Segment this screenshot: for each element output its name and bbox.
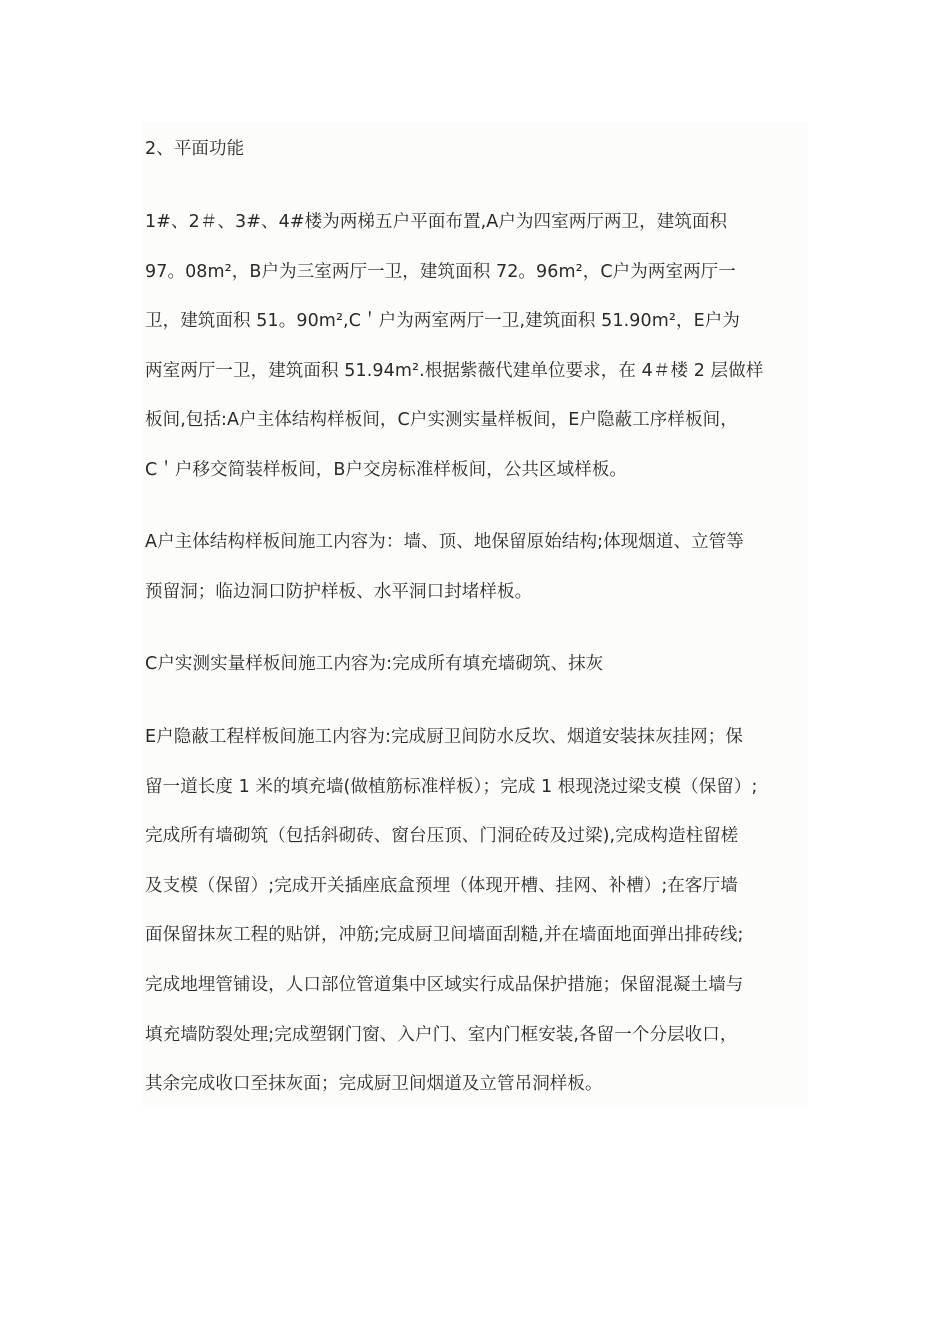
paragraph-line: 卫，建筑面积 51。90m²,C＇户为两室两厅一卫,建筑面积 51.90m²，E户为 — [145, 311, 740, 332]
paragraph-unit-e — [145, 713, 813, 1110]
paragraph-line: C＇户移交简装样板间，B户交房标准样板间，公共区域样板。 — [145, 459, 628, 480]
paragraph-line: 完成所有墙砌筑（包括斜砌砖、窗台压顶、门洞砼砖及过梁),完成构造柱留槎 — [145, 826, 739, 847]
paragraph-line: 完成地埋管铺设，人口部位管道集中区域实行成品保护措施；保留混凝土墙与 — [145, 974, 744, 995]
paragraph-line: 留一道长度 1 米的填充墙(做植筋标准样板）；完成 1 根现浇过梁支模（保留）; — [145, 776, 758, 797]
paragraph-line: 填充墙防裂处理;完成塑钢门窗、入户门、室内门框安装,各留一个分层收口， — [145, 1024, 738, 1045]
paragraph-line: 板间,包括:A户主体结构样板间，C户实测实量样板间，E户隐蔽工序样板间， — [145, 410, 738, 431]
paragraph-unit-c — [145, 640, 813, 690]
paragraph-line: 预留洞；临边洞口防护样板、水平洞口封堵样板。 — [145, 581, 533, 602]
paragraph-line: 1#、2＃、3#、4#楼为两梯五户平面布置,A户为四室两厅两卫，建筑面积 — [145, 212, 728, 232]
paragraph-line: 及支模（保留）;完成开关插座底盒预埋（体现开槽、挂网、补槽）;在客厅墙 — [145, 875, 738, 896]
paragraph-line: C户实测实量样板间施工内容为:完成所有填充墙砌筑、抹灰 — [145, 654, 604, 674]
paragraph-line: E户隐蔽工程样板间施工内容为:完成厨卫间防水反坎、烟道安装抹灰挂网；保 — [145, 727, 743, 747]
heading-text: 2、平面功能 — [145, 139, 245, 159]
paragraph-line: 其余完成收口至抹灰面；完成厨卫间烟道及立管吊洞样板。 — [145, 1074, 603, 1095]
paragraph-line: 面保留抹灰工程的贴饼，冲筋;完成厨卫间墙面刮糙,并在墙面地面弹出排砖线; — [145, 925, 744, 946]
paragraph-unit-a — [145, 518, 813, 617]
paragraph-overview — [145, 198, 813, 496]
section-heading — [145, 125, 813, 175]
paragraph-line: 两室两厅一卫，建筑面积 51.94m².根据紫薇代建单位要求，在 4＃楼 2 层做样 — [145, 360, 764, 381]
paragraph-line: A户主体结构样板间施工内容为：墙、顶、地保留原始结构;体现烟道、立管等 — [145, 532, 744, 552]
paragraph-line: 97。08m²，B户为三室两厅一卫，建筑面积 72。96m²，C户为两室两厅一 — [145, 261, 736, 282]
